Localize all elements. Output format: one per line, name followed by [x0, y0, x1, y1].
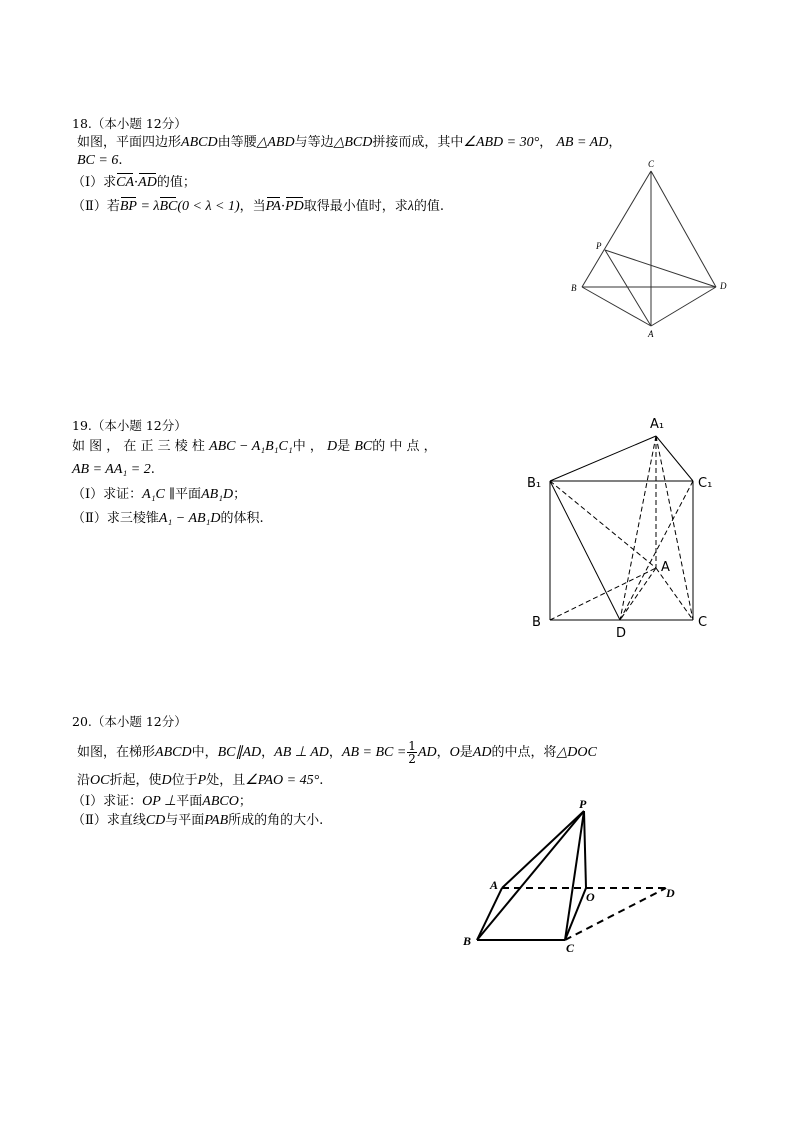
- q20-header: 20.（本小题 12分）: [72, 714, 187, 729]
- q18-label-B: B: [571, 283, 577, 293]
- q20-edge-CD: [565, 888, 666, 940]
- q20-label-B: B: [463, 934, 472, 948]
- q20-figure: [455, 795, 685, 960]
- q19-edge-BA: [550, 568, 656, 620]
- q19-label-C: C: [698, 615, 708, 630]
- q20-statement-line1: 如图，在梯形ABCD中，BC∥AD，AB ⊥ AD，AB = BC = $\frac{1}{2}$ AD，O是AD的中点，将△DOC: [77, 739, 597, 766]
- q18-edge-PD: [605, 250, 716, 287]
- q19-label-A: A: [661, 560, 670, 575]
- q19-label-B1: B₁: [527, 476, 542, 491]
- q20-label-P: P: [579, 797, 587, 811]
- q18-part2: （Ⅱ）若BP = λBC(0 < λ < 1)，当PA·PD取得最小值时，求λ的值.: [72, 199, 445, 214]
- q20-statement-line2: 沿OC折起，使D位于P处，且∠PAO = 45°.: [77, 773, 324, 788]
- q20-label-A: A: [490, 878, 499, 892]
- q18-label-D: D: [720, 281, 727, 291]
- q19-edge-B1A: [550, 481, 656, 568]
- q18-edge-DA: [651, 287, 716, 326]
- q18-label-A: A: [648, 329, 654, 339]
- q18-edge-BA: [582, 287, 651, 326]
- q18-edge-PA: [605, 250, 651, 326]
- q19-edge-A1C1: [656, 436, 693, 481]
- q19-statement-line2: AB = AA₁ = 2.: [72, 462, 155, 477]
- q18-part1: （Ⅰ）求CA·AD的值；: [72, 175, 196, 190]
- q18-figure: [560, 155, 740, 345]
- q19-edge-A1C: [656, 436, 693, 620]
- q19-label-C1: C₁: [698, 476, 713, 491]
- q20-part2: （Ⅱ）求直线CD与平面PAB所成的角的大小.: [72, 813, 324, 828]
- q19-part1: （Ⅰ）求证：A₁C ∥平面AB₁D；: [72, 487, 247, 502]
- q20-edge-PA: [502, 811, 584, 888]
- q20-part1: （Ⅰ）求证：OP ⊥平面ABCO；: [72, 794, 252, 809]
- q18-edge-CD: [651, 171, 716, 287]
- q19-edge-B1D: [550, 481, 620, 620]
- q18-label-C: C: [648, 159, 655, 169]
- q19-edge-A1D: [620, 436, 656, 620]
- q19-part2: （Ⅱ）求三棱锥A₁ − AB₁D的体积.: [72, 511, 264, 526]
- q20-label-D: D: [666, 886, 675, 900]
- q19-label-D: D: [616, 626, 627, 641]
- q20-edge-PO: [584, 811, 586, 888]
- q19-edge-B1A1: [550, 436, 656, 481]
- q18-statement-line1: 如图，平面四边形ABCD由等腰△ABD与等边△BCD拼接而成，其中∠ABD = 30°， AB = AD，: [77, 135, 622, 150]
- q19-header: 19.（本小题 12分）: [72, 418, 187, 433]
- q18-statement-line2: BC = 6.: [77, 153, 123, 168]
- q19-statement-line1: 如 图 ， 在 正 三 棱 柱 ABC − A₁B₁C₁中 ， D是 BC的 中 点 ，: [72, 439, 437, 454]
- q18-header: 18.（本小题 12分）: [72, 116, 187, 131]
- q18-label-P: P: [596, 241, 602, 251]
- q19-figure: [520, 405, 735, 640]
- q20-label-C: C: [566, 941, 575, 955]
- q19-label-A1: A₁: [650, 417, 665, 432]
- q19-label-B: B: [532, 615, 541, 630]
- q20-label-O: O: [586, 890, 595, 904]
- q20-fraction: $\frac{1}{2}$: [408, 739, 416, 766]
